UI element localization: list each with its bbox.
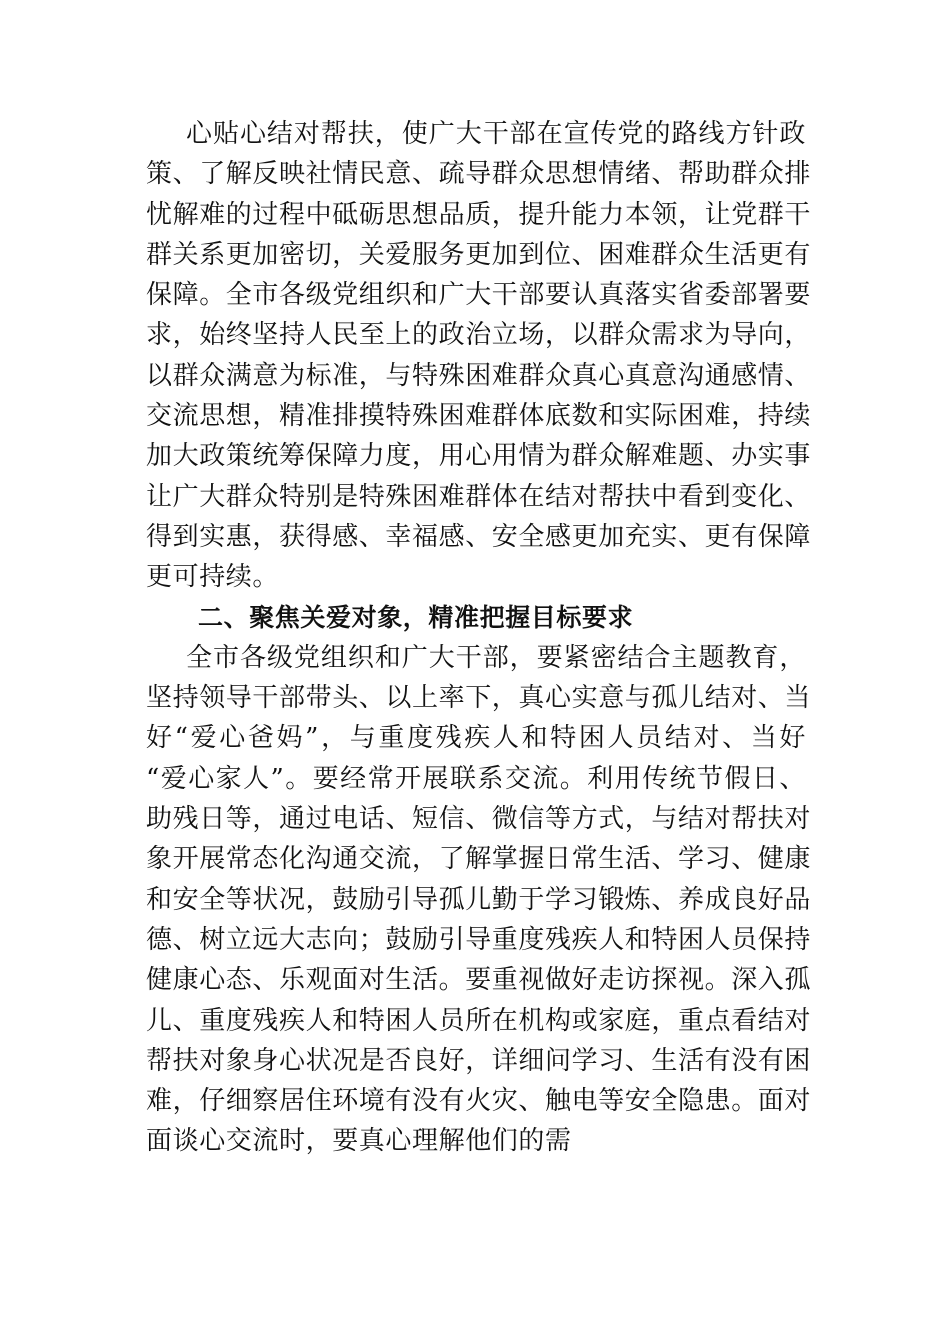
- paragraph-line: 助残日等，通过电话、短信、微信等方式，与结对帮扶对: [146, 804, 812, 835]
- paragraph-line: 健康心态、乐观面对生活。要重视做好走访探视。深入孤: [146, 965, 812, 996]
- paragraph-line: 交流思想，精准排摸特殊困难群体底数和实际困难，持续: [146, 401, 812, 432]
- paragraph-line: 全市各级党组织和广大干部，要紧密结合主题教育，: [186, 642, 806, 673]
- paragraph-line: 以群众满意为标准，与特殊困难群众真心真意沟通感情、: [146, 360, 812, 391]
- paragraph-line: 忧解难的过程中砥砺思想品质，提升能力本领，让党群干: [146, 199, 812, 230]
- paragraph-line: 求，始终坚持人民至上的政治立场，以群众需求为导向，: [146, 320, 812, 351]
- paragraph-line: 帮扶对象身心状况是否良好，详细问学习、生活有没有困: [146, 1045, 812, 1076]
- paragraph-line: 德、树立远大志向；鼓励引导重度残疾人和特困人员保持: [146, 924, 812, 955]
- section-heading: 二、聚焦关爱对象，精准把握目标要求: [198, 602, 634, 632]
- paragraph-line: 心贴心结对帮扶，使广大干部在宣传党的路线方针政: [186, 119, 806, 149]
- paragraph-line: 儿、重度残疾人和特困人员所在机构或家庭，重点看结对: [146, 1005, 812, 1036]
- paragraph-line: 好“爱心爸妈”，与重度残疾人和特困人员结对、当好: [146, 723, 806, 754]
- paragraph-line: 更可持续。: [146, 562, 280, 593]
- paragraph-line: 和安全等状况，鼓励引导孤儿勤于学习锻炼、养成良好品: [146, 884, 812, 915]
- paragraph-line: 策、了解反映社情民意、疏导群众思想情绪、帮助群众排: [146, 159, 812, 190]
- paragraph-line: 加大政策统筹保障力度，用心用情为群众解难题、办实事: [146, 441, 812, 472]
- paragraph-line: 得到实惠，获得感、幸福感、安全感更加充实、更有保障: [146, 521, 812, 552]
- paragraph-line: 难，仔细察居住环境有没有火灾、触电等安全隐患。面对: [146, 1086, 812, 1117]
- paragraph-line: “爱心家人”。要经常开展联系交流。利用传统节假日、: [146, 763, 806, 794]
- paragraph-line: 让广大群众特别是特殊困难群体在结对帮扶中看到变化、: [146, 481, 812, 512]
- paragraph-line: 群关系更加密切，关爱服务更加到位、困难群众生活更有: [146, 239, 812, 270]
- paragraph-1: [146, 114, 812, 598]
- paragraph-line: 面谈心交流时，要真心理解他们的需: [146, 1126, 572, 1157]
- paragraph-2: [146, 638, 812, 1162]
- paragraph-line: 保障。全市各级党组织和广大干部要认真落实省委部署要: [146, 280, 812, 311]
- document-body: [146, 114, 812, 1162]
- paragraph-line: 坚持领导干部带头、以上率下，真心实意与孤儿结对、当: [146, 683, 812, 714]
- paragraph-line: 象开展常态化沟通交流，了解掌握日常生活、学习、健康: [146, 844, 812, 875]
